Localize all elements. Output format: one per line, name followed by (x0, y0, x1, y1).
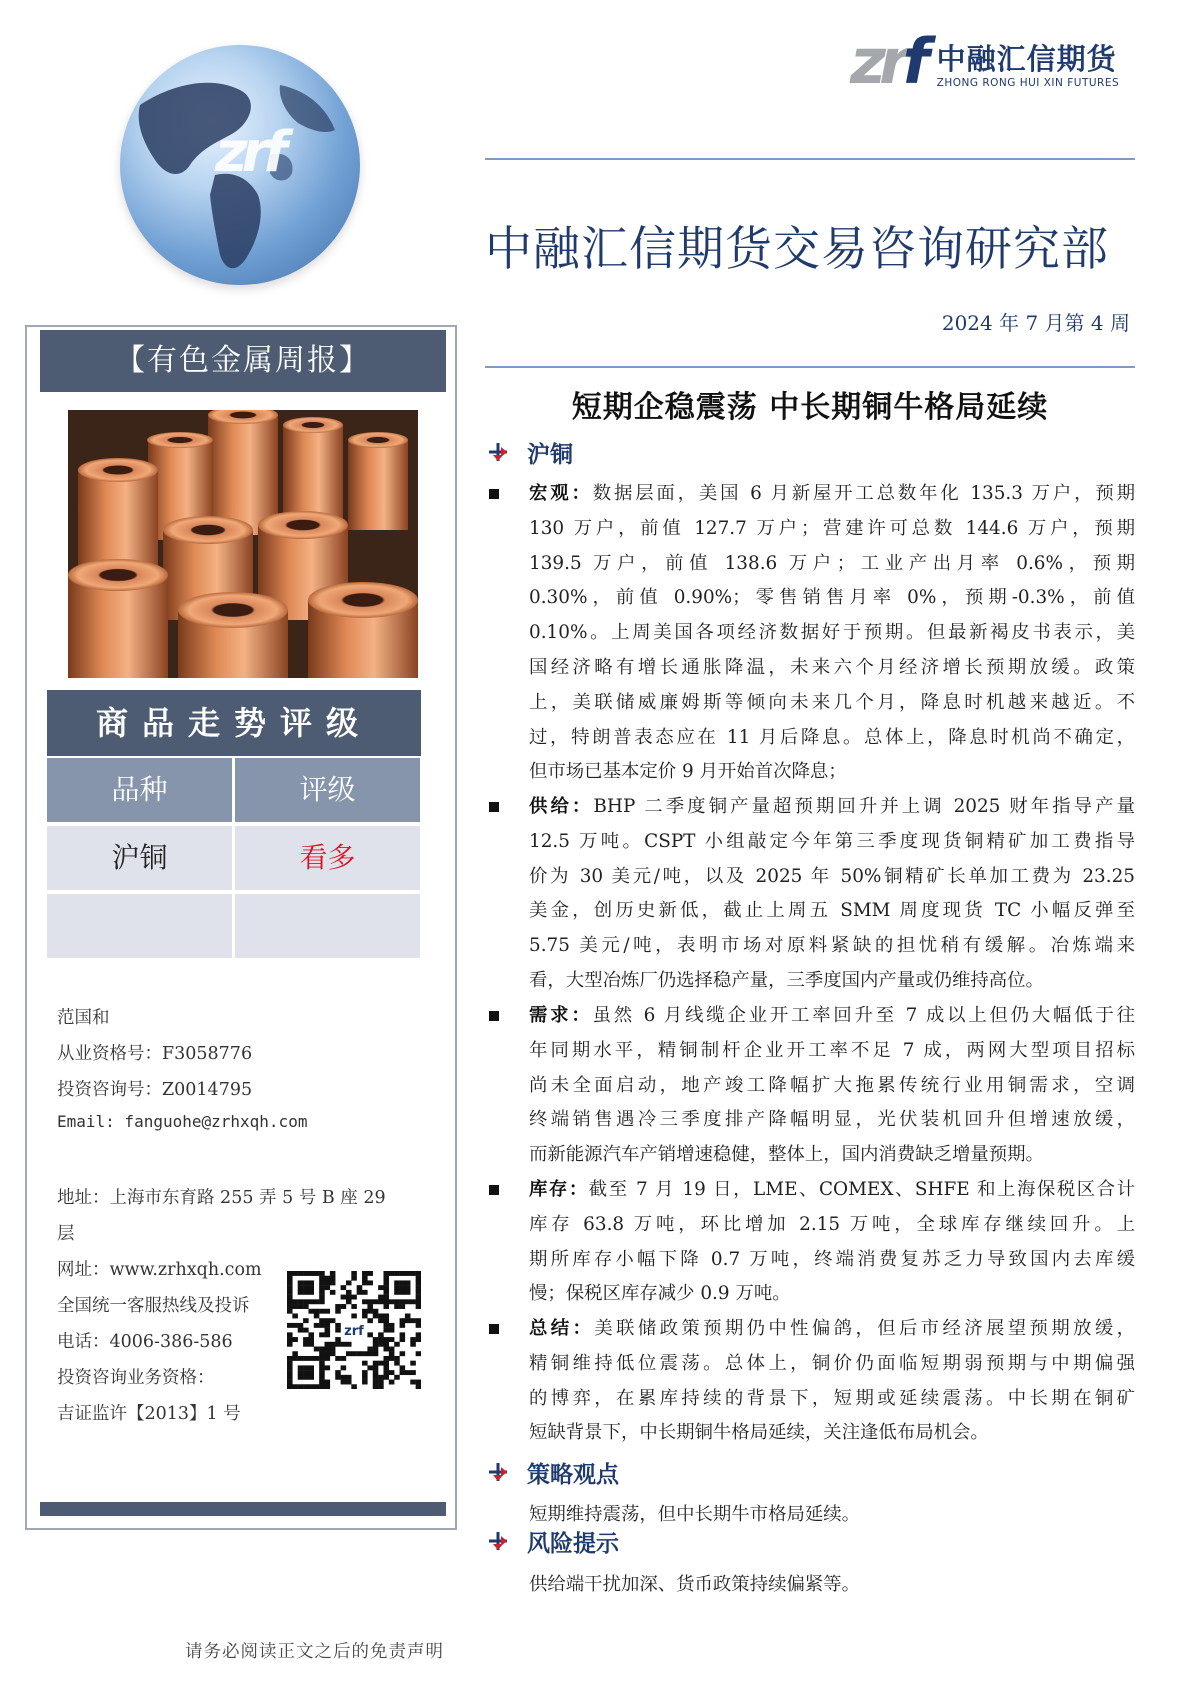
section-title-strategy: 策略观点 (527, 1461, 619, 1488)
header-rule-bottom (485, 366, 1135, 368)
bullet-macro (489, 489, 499, 499)
paragraph-line: 看，大型冶炼厂仍选择稳产量，三季度国内产量或仍维持高位。 (529, 969, 1044, 991)
paragraph-line: 年同期水平，精铜制杆企业开工率不足 7 成，两网大型项目招标 (529, 1039, 1135, 1061)
department-title: 中融汇信期货交易咨询研究部 (485, 222, 1109, 277)
bullet-summary (489, 1324, 499, 1334)
brand-mark (850, 25, 923, 98)
strategy-text: 短期维持震荡，但中长期牛市格局延续。 (529, 1504, 861, 1525)
paragraph-line: 而新能源汽车产销增速稳健，整体上，国内消费缺乏增量预期。 (529, 1144, 1044, 1166)
paragraph-line: 0.30%，前值 0.90%；零售销售月率 0%，预期-0.3%，前值 (529, 587, 1135, 609)
paragraph-line: 需求：虽然 6 月线缆企业开工率回升至 7 成以上但仍大幅低于往 (529, 1005, 1135, 1026)
table-cell-variety: 沪铜 (47, 826, 232, 890)
brand-cn-name: 中融汇信期货 (936, 42, 1117, 76)
phone-number: 电话：4006-386-586 (57, 1332, 233, 1352)
risk-arrow-icon (487, 1530, 509, 1556)
section-arrow-icon (487, 441, 509, 467)
website-link[interactable]: 网址：www.zrhxqh.com (57, 1260, 262, 1280)
paragraph-line: 国经济略有增长通胀降温，未来六个月经济增长预期放缓。政策 (529, 656, 1135, 678)
paragraph-line: 过，特朗普表态应在 11 月后降息。总体上，降息时机尚不确定， (529, 726, 1135, 748)
report-type-banner: 【有色金属周报】 (40, 330, 446, 392)
paragraph-line: 130 万户，前值 127.7 万户；营建许可总数 144.6 万户，预期 (529, 517, 1135, 539)
paragraph-label: 库存： (529, 1179, 589, 1200)
paragraph-line: 库存：截至 7 月 19 日，LME、COMEX、SHFE 和上海保税区合计 (529, 1179, 1135, 1200)
paragraph-line: 价为 30 美元/吨，以及 2025 年 50%铜精矿长单加工费为 23.25 (529, 865, 1135, 887)
paragraph-label: 供给： (529, 796, 594, 817)
paragraph-line: 0.10%。上周美国各项经济数据好于预期。但最新褐皮书表示，美 (529, 622, 1135, 644)
paragraph-line: 终端销售遇冷三季度排产降幅明显，光伏装机回升但增速放缓， (529, 1109, 1135, 1131)
report-week: 2024 年 7 月第 4 周 (941, 311, 1130, 335)
article-title: 短期企稳震荡 中长期铜牛格局延续 (571, 390, 1049, 425)
copper-coils-photo (68, 410, 418, 678)
address-line-1: 地址：上海市东育路 255 弄 5 号 B 座 29 (57, 1188, 386, 1208)
brand-mark-gray: zr (850, 25, 903, 98)
table-header-rating: 评级 (235, 758, 420, 822)
sidebar-bottom-bar (40, 1502, 446, 1516)
table-cell-rating: 看多 (235, 826, 420, 890)
brand-en-name: ZHONG RONG HUI XIN FUTURES (936, 77, 1120, 89)
paragraph-line: 期所库存小幅下降 0.7 万吨，终端消费复苏乏力导致国内去库缓 (529, 1248, 1135, 1270)
paragraph-line: 尚未全面启动，地产竣工降幅扩大拖累传统行业用铜需求，空调 (529, 1074, 1135, 1096)
paragraph-label: 总结： (529, 1318, 595, 1339)
paragraph-supply (529, 790, 1135, 999)
paragraph-line: 139.5 万户，前值 138.6 万户；工业产出月率 0.6%，预期 (529, 552, 1135, 574)
paragraph-line: 12.5 万吨。CSPT 小组敲定今年第三季度现货铜精矿加工费指导 (529, 830, 1135, 852)
paragraph-line: 宏观：数据层面，美国 6 月新屋开工总数年化 135.3 万户，预期 (529, 483, 1135, 504)
paragraph-label: 宏观： (529, 483, 593, 504)
paragraph-label: 需求： (529, 1005, 593, 1026)
bullet-demand (489, 1011, 499, 1021)
paragraph-line: 美金，创历史新低，截止上周五 SMM 周度现货 TC 小幅反弹至 (529, 900, 1135, 922)
analyst-name: 范国和 (57, 1008, 110, 1028)
table-header-variety: 品种 (47, 758, 232, 822)
bullet-inventory (489, 1185, 499, 1195)
risk-text: 供给端干扰加深、货币政策持续偏紧等。 (529, 1574, 861, 1595)
brand-mark-blue: f (902, 25, 923, 98)
license-number: 吉证监许【2013】1 号 (57, 1404, 241, 1424)
hotline-label: 全国统一客服热线及投诉 (57, 1296, 250, 1316)
table-cell-empty-rating (235, 894, 420, 958)
brand-logo (850, 25, 1120, 98)
license-label: 投资咨询业务资格： (57, 1368, 215, 1388)
paragraph-summary (529, 1312, 1135, 1451)
address-line-2: 层 (57, 1224, 75, 1244)
table-cell-empty-variety (47, 894, 232, 958)
paragraph-line: 5.75 美元/吨，表明市场对原料紧缺的担忧稍有缓解。冶炼端来 (529, 935, 1135, 957)
paragraph-line: 短缺背景下，中长期铜牛格局延续，关注逢低布局机会。 (529, 1422, 989, 1444)
paragraph-line: 的博弈，在累库持续的背景下，短期或延续震荡。中长期在铜矿 (529, 1387, 1135, 1409)
svg-text:zrf: zrf (344, 1324, 364, 1339)
header-rule-top (485, 158, 1135, 160)
globe-logo-text: zrf (215, 120, 282, 185)
paragraph-macro (529, 477, 1135, 790)
globe-image (120, 45, 360, 285)
paragraph-line: 精铜维持低位震荡。总体上，铜价仍面临短期弱预期与中期偏强 (529, 1352, 1135, 1374)
paragraph-inventory (529, 1173, 1135, 1312)
paragraph-line: 但市场已基本定价 9 月开始首次降息； (529, 761, 847, 783)
section-title-copper: 沪铜 (527, 441, 573, 468)
paragraph-demand (529, 999, 1135, 1173)
paragraph-line: 慢；保税区库存减少 0.9 万吨。 (529, 1283, 791, 1305)
email-link[interactable]: Email: fanguohe@zrhxqh.com (57, 1112, 308, 1131)
paragraph-line: 供给：BHP 二季度铜产量超预期回升并上调 2025 财年指导产量 (529, 796, 1135, 817)
bullet-supply (489, 802, 499, 812)
section-title-risk: 风险提示 (527, 1530, 619, 1557)
strategy-arrow-icon (487, 1461, 509, 1487)
rating-title-banner: 商品走势评级 (47, 690, 421, 756)
consulting-number: 投资咨询号：Z0014795 (57, 1080, 253, 1100)
disclaimer-footer: 请务必阅读正文之后的免责声明 (185, 1642, 444, 1662)
paragraph-line: 上，美联储威廉姆斯等倾向未来几个月，降息时机越来越近。不 (529, 691, 1135, 713)
qr-code-icon (287, 1271, 421, 1389)
paragraph-line: 总结：美联储政策预期仍中性偏鸽，但后市经济展望预期放缓， (529, 1318, 1135, 1339)
paragraph-line: 库存 63.8 万吨，环比增加 2.15 万吨，全球库存继续回升。上 (529, 1213, 1135, 1235)
qualification-number: 从业资格号：F3058776 (57, 1044, 253, 1064)
